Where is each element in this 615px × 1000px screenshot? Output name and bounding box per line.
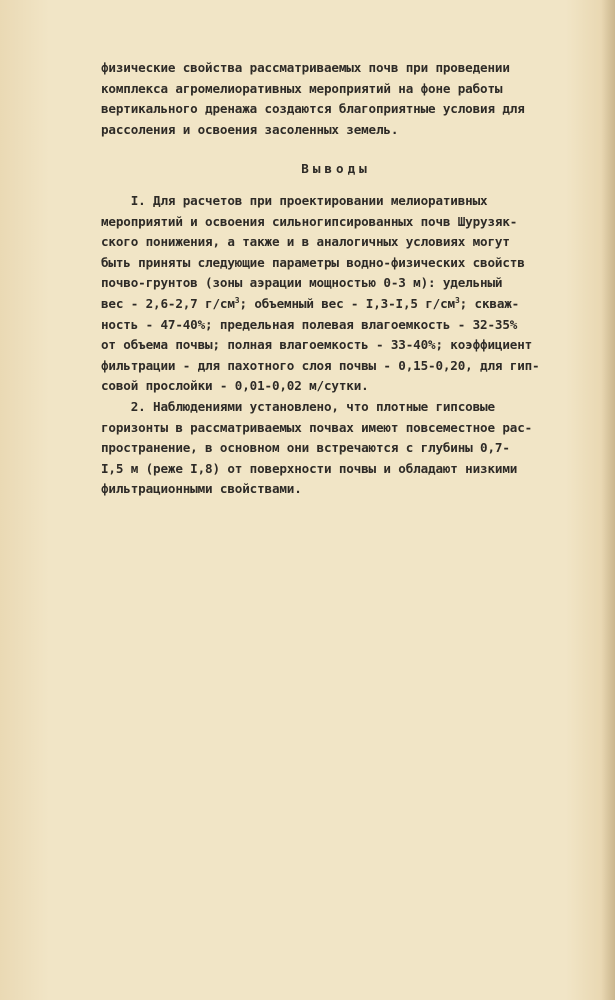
paragraph-line: I,5 м (реже I,8) от поверхности почвы и обладают низкими	[101, 460, 518, 476]
paragraph-line: пространение, в основном они встречаются с глубины 0,7-	[101, 440, 510, 456]
paragraph-line: мероприятий и освоения сильногипсированных почв Шурузяк-	[101, 213, 518, 229]
line-segment: вес - 2,6-2,7 г/см	[101, 295, 235, 311]
section-heading: Выводы	[301, 161, 371, 176]
conclusion-paragraph-2	[101, 397, 532, 500]
intro-line: вертикального дренажа создаются благоприятные условия для	[101, 101, 525, 117]
intro-line: рассоления и освоения засоленных земель.	[101, 121, 399, 137]
paragraph-line: ского понижения, а также и в аналогичных условиях могут	[101, 234, 510, 250]
paragraph-line: почво-грунтов (зоны аэрации мощностью 0-3 м): удельный	[101, 275, 503, 291]
line-segment: ; скваж-	[459, 295, 520, 311]
paragraph-line: I. Для расчетов при проектировании мелиоративных	[101, 193, 488, 208]
paragraph-line: 2. Наблюдениями установлено, что плотные гипсовые	[101, 399, 495, 414]
paragraph-line: фильтрационными свойствами.	[101, 481, 302, 497]
paragraph-line: быть приняты следующие параметры водно-физических свойств	[101, 254, 525, 270]
superscript: 3	[454, 295, 460, 305]
intro-line: физические свойства рассматриваемых почв при проведении	[101, 60, 510, 75]
superscript: 3	[234, 295, 240, 305]
paragraph-line: ность - 47-40%; предельная полевая влагоемкость - 32-35%	[101, 316, 518, 332]
intro-line: комплекса агромелиоративных мероприятий на фоне работы	[101, 80, 503, 96]
page-edge-shadow	[601, 0, 615, 1000]
document-body	[101, 58, 571, 497]
conclusion-paragraph-1	[101, 191, 540, 397]
paragraph-line: от объема почвы; полная влагоемкость - 33-40%; коэффициент	[101, 337, 533, 353]
paragraph-line-with-superscripts	[101, 294, 540, 315]
paragraph-line: совой прослойки - 0,01-0,02 м/сутки.	[101, 378, 369, 394]
intro-paragraph	[101, 58, 571, 140]
line-segment: ; объемный вес - I,3-I,5 г/см	[239, 295, 455, 311]
paragraph-line: горизонты в рассматриваемых почвах имеют повсеместное рас-	[101, 419, 533, 435]
paragraph-line: фильтрации - для пахотного слоя почвы - 0,15-0,20, для гип-	[101, 357, 540, 373]
